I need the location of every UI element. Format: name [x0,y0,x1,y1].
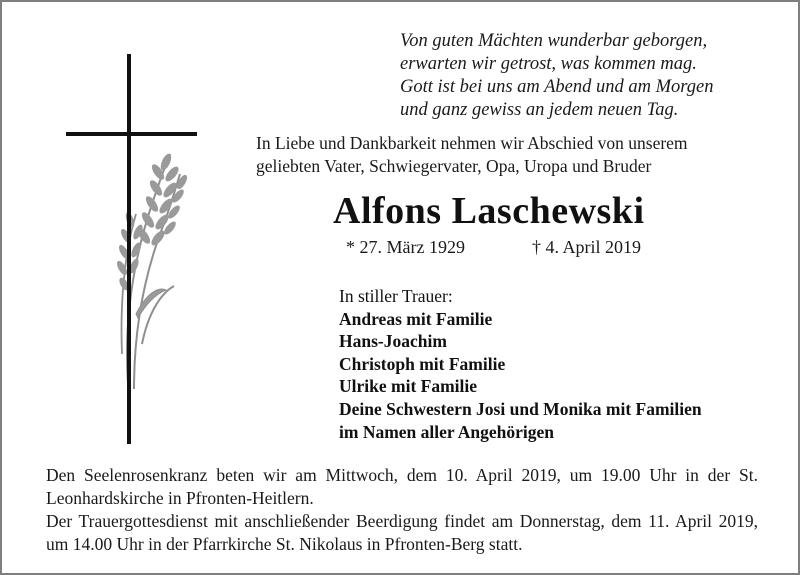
farewell-intro [256,132,688,178]
mourners-list [339,285,702,443]
poem-line: Gott ist bei uns am Abend und am Morgen [400,77,714,97]
mourner-item: Ulrike mit Familie [339,376,478,397]
mourners-heading: In stiller Trauer: [339,286,453,306]
wheat-icon [115,152,189,389]
rosary-notice: Den Seelenrosenkranz beten wir am Mittwoch, dem 10. April 2019, um 19.00 Uhr in der St. Leonhardskirche in Pfronten-Heitlern. [46,465,758,508]
mourner-item: Andreas mit Familie [339,308,493,329]
poem-line: Von guten Mächten wunderbar geborgen, [400,31,708,51]
poem-line: erwarten wir getrost, was kommen mag. [400,54,697,74]
mourner-item: im Namen aller Angehörigen [339,421,555,442]
intro-line: geliebten Vater, Schwiegervater, Opa, Uropa und Bruder [256,156,652,176]
funeral-notice: Der Trauergottesdienst mit anschließender Beerdigung findet am Donnerstag, dem 11. April 2019, um 14.00 Uhr in der Pfarrkirche St. Nikolaus in Pfronten-Berg statt. [46,511,758,554]
cross-icon [66,54,197,444]
mourner-item: Deine Schwestern Josi und Monika mit Familien [339,398,702,419]
intro-line: In Liebe und Dankbarkeit nehmen wir Abschied von unserem [256,133,688,153]
deceased-name: Alfons Laschewski [333,190,645,232]
poem-line: und ganz gewiss an jedem neuen Tag. [400,100,679,120]
poem-quote [400,30,713,122]
death-date: † 4. April 2019 [532,237,642,257]
cross-with-wheat-icon [62,54,222,446]
birth-date: * 27. März 1929 [346,237,465,257]
mourner-item: Christoph mit Familie [339,353,506,374]
mourner-item: Hans-Joachim [339,331,447,352]
